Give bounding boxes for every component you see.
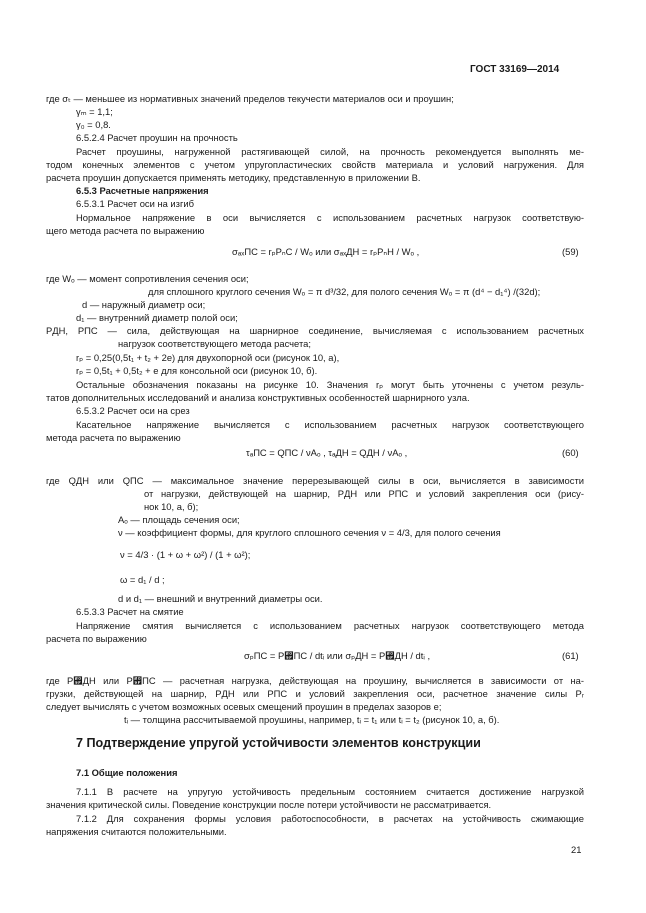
text-line: d и d₁ — внешний и внутренний диаметры оси. (118, 593, 323, 604)
subsection-heading: 6.5.3.2 Расчет оси на срез (76, 405, 190, 416)
text-line: напряжения считаются положительными. (46, 826, 227, 837)
text-line: 7.1.2 Для сохранения формы условия работоспособности, в расчетах на устойчивость сжимающие (76, 813, 584, 824)
text-line: Расчет проушины, нагруженной растягивающей силой, на прочность рекомендуется выполнять ме- (76, 146, 584, 157)
text-line: где P₟ДН или P₟ПС — расчетная нагрузка, действующая на проушину, вычисляется в зависимости от на- (46, 675, 584, 686)
subsection-heading: 6.5.3.1 Расчет оси на изгиб (76, 198, 194, 209)
text-line: для сплошного круглого сечения Wₒ = π d³/32, для полого сечения Wₒ = π (d⁴ − d₁⁴) /(32d); (148, 286, 541, 297)
text-line: Нормальное напряжение в оси вычисляется с использованием расчетных нагрузок соответствую- (76, 212, 584, 223)
text-line: где σₜ — меньшее из нормативных значений пределов текучести материалов оси и проушин; (46, 93, 454, 104)
text-line: rₚ = 0,5t₁ + 0,5t₂ + e для консольной оси (рисунок 10, б). (76, 365, 318, 376)
text-line: от нагрузки, действующей на шарнир, PДН или PПС и условий закрепления оси (рису- (144, 488, 584, 499)
text-line: rₚ = 0,25(0,5t₁ + t₂ + 2e) для двухопорной оси (рисунок 10, а), (76, 352, 340, 363)
text-line: d₁ — внутренний диаметр полой оси; (76, 312, 238, 323)
text-line: расчета проушин допускается применять методику, представленную в приложении В. (46, 172, 421, 183)
text-line: нок 10, а, б); (144, 501, 199, 512)
text-line: метода расчета по выражению (46, 432, 181, 443)
text-line: расчета по выражению (46, 633, 147, 644)
formula-number: (61) (562, 650, 579, 661)
formula-60: τₐПС = QПС / νAₒ , τₐДН = QДН / νAₒ , (246, 447, 408, 458)
section-heading: 6.5.3 Расчетные напряжения (76, 185, 209, 196)
text-line: татов дополнительных исследований и анализа конструктивных особенностей шарнирного узла. (46, 392, 470, 403)
subsection-heading: 6.5.3.3 Расчет на смятие (76, 606, 184, 617)
formula-nu: ν = 4/3 · (1 + ω + ω²) / (1 + ω²); (120, 549, 251, 560)
text-line: Остальные обозначения показаны на рисунке 10. Значения rₚ могут быть уточнены с учетом резуль- (76, 379, 584, 390)
chapter-heading: 7 Подтверждение упругой устойчивости элементов конструкции (76, 736, 481, 750)
text-line: tᵢ — толщина рассчитываемой проушины, например, tᵢ = t₁ или tᵢ = t₂ (рисунок 10, а, б). (124, 714, 500, 725)
formula-59: σₐₓПС = rₚPₙС / Wₒ или σₐₓДН = rₚPₙН / Wₒ , (232, 246, 420, 257)
text-line: γₘ = 1,1; (76, 106, 113, 117)
formula-number: (60) (562, 447, 579, 458)
text-line: d — наружный диаметр оси; (82, 299, 206, 310)
document-header: ГОСТ 33169—2014 (470, 64, 560, 75)
text-line: нагрузок соответствующего метода расчета; (118, 338, 311, 349)
text-line: PДН, PПС — сила, действующая на шарнирное соединение, вычисляемая с использованием расчетных (46, 325, 584, 336)
page-number: 21 (571, 844, 582, 855)
text-line: тодом конечных элементов с учетом упругопластических свойств материала и условий нагружения. Для (46, 159, 584, 170)
text-line: Напряжение смятия вычисляется с использованием расчетных нагрузок соответствующего метода (76, 620, 584, 631)
text-line: 7.1.1 В расчете на упругую устойчивость предельным состоянием считается достижение нагрузкой (76, 786, 584, 797)
subsection-heading: 6.5.2.4 Расчет проушин на прочность (76, 132, 238, 143)
text-line: следует вычислять с учетом возможных осевых смещений проушин в пределах зазоров e; (46, 701, 442, 712)
section-heading: 7.1 Общие положения (76, 767, 178, 778)
text-line: значения критической силы. Поведение конструкции после потери устойчивости не рассматривается. (46, 799, 492, 810)
text-line: щего метода расчета по выражению (46, 225, 205, 236)
text-line: ν — коэффициент формы, для круглого сплошного сечения ν = 4/3, для полого сечения (118, 527, 501, 538)
formula-number: (59) (562, 246, 579, 257)
text-line: Касательное напряжение вычисляется с использованием расчетных нагрузок соответствующего (76, 419, 584, 430)
text-line: где Wₒ — момент сопротивления сечения оси; (46, 273, 249, 284)
text-line: где QДН или QПС — максимальное значение перерезывающей силы в оси, вычисляется в зависимости (46, 475, 584, 486)
text-line: грузки, действующей на шарнир, PДН или PПС и условий закрепления оси, расчетное значение силы Pᵣ (46, 688, 584, 699)
text-line: Aₒ — площадь сечения оси; (118, 514, 240, 525)
formula-omega: ω = d₁ / d ; (120, 574, 165, 585)
formula-61: σₚПС = P₟ПС / dtᵢ или σₚДН = P₟ДН / dtᵢ , (244, 650, 431, 661)
text-line: γ₀ = 0,8. (76, 119, 111, 130)
